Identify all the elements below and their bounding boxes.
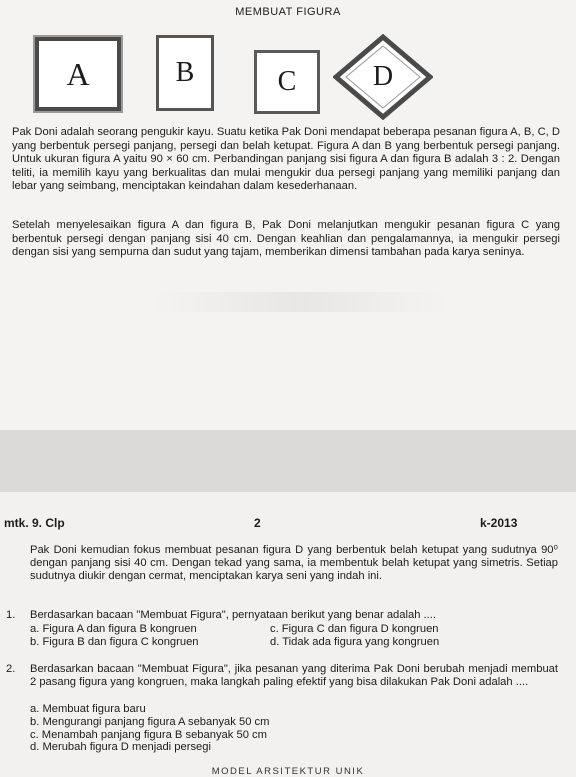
page-gap <box>0 430 576 492</box>
question-1-text: Berdasarkan bacaan "Membuat Figura", pernyataan berikut yang benar adalah .... <box>30 609 436 621</box>
question-2-text: Berdasarkan bacaan "Membuat Figura", jika pesanan yang diterima Pak Doni berubah menjadi membuat 2 pasang figura yang kongruen, maka langkah paling efektif yang bisa dilakukan Pak Doni adalah .... <box>30 663 558 688</box>
option-2d[interactable]: d. Merubah figura D menjadi persegi <box>30 741 211 754</box>
question-2-number: 2. <box>6 663 16 675</box>
question-1 <box>6 609 558 622</box>
figure-a <box>35 37 121 111</box>
figure-c <box>254 50 320 114</box>
option-2a[interactable]: a. Membuat figura baru <box>30 703 146 715</box>
question-2 <box>6 663 558 689</box>
figure-b-label: B <box>175 57 195 88</box>
figure-c-label: C <box>277 66 297 97</box>
scan-smudge <box>150 292 450 312</box>
next-section-title: MODEL ARSITEKTUR UNIK <box>211 766 365 777</box>
figure-a-label: A <box>66 55 90 92</box>
page-number: 2 <box>254 516 261 530</box>
option-2b[interactable]: b. Mengurangi panjang figura A sebanyak 50 cm <box>30 715 270 728</box>
footer-code: mtk. 9. Clp <box>4 516 65 530</box>
option-1a[interactable]: a. Figura A dan figura B kongruen <box>30 623 197 635</box>
figure-d <box>333 34 433 120</box>
question-1-number: 1. <box>6 609 16 621</box>
question-2-options <box>30 703 269 754</box>
option-1c[interactable]: c. Figura C dan figura D kongruen <box>270 623 439 635</box>
option-2c[interactable]: c. Menambah panjang figura B sebanyak 50 cm <box>30 728 267 741</box>
story-paragraph-2: Setelah menyelesaikan figura A dan figura B, Pak Doni melanjutkan mengukir pesanan figura C yang berbentuk persegi dengan panjang sisi 40 cm. Dengan keahlian dan pengalamannya, ia mengukir persegi dengan sisi yang sempurna dan sudut yang tajam, memberikan dimensi tambahan pada karya seninya. <box>12 219 560 258</box>
figure-b <box>156 35 214 111</box>
story-paragraph-1: Pak Doni adalah seorang pengukir kayu. Suatu ketika Pak Doni mendapat beberapa pesanan figura A, B, C, D yang berbentuk persegi panjang, persegi dan belah ketupat. Figura A dan B yang berbentuk persegi panjang. Untuk ukuran figura A yaitu 90 × 60 cm. Perbandingan panjang sisi figura A dan figura B adalah 3 : 2. Dengan teliti, ia memilih kayu yang berkualitas dan mulai mengukir dua persegi panjang yang memiliki panjang dan lebar yang seimbang, menciptakan keindahan dalam kesederhanaan. <box>12 126 560 192</box>
story-paragraph-3: Pak Doni kemudian fokus membuat pesanan figura D yang berbentuk belah ketupat yang sudutnya 90⁰ dengan panjang sisi 40 cm. Dengan tekad yang sama, ia membentuk belah ketupat yang simetris. Setiap sudutnya diukir dengan cermat, menciptakan karya seni yang indah ini. <box>30 544 558 582</box>
page-title: MEMBUAT FIGURA <box>235 6 341 18</box>
figure-d-label: D <box>372 61 394 92</box>
footer-curriculum: k-2013 <box>480 516 518 530</box>
option-1d[interactable]: d. Tidak ada figura yang kongruen <box>270 635 440 648</box>
option-1b[interactable]: b. Figura B dan figura C kongruen <box>30 635 199 648</box>
